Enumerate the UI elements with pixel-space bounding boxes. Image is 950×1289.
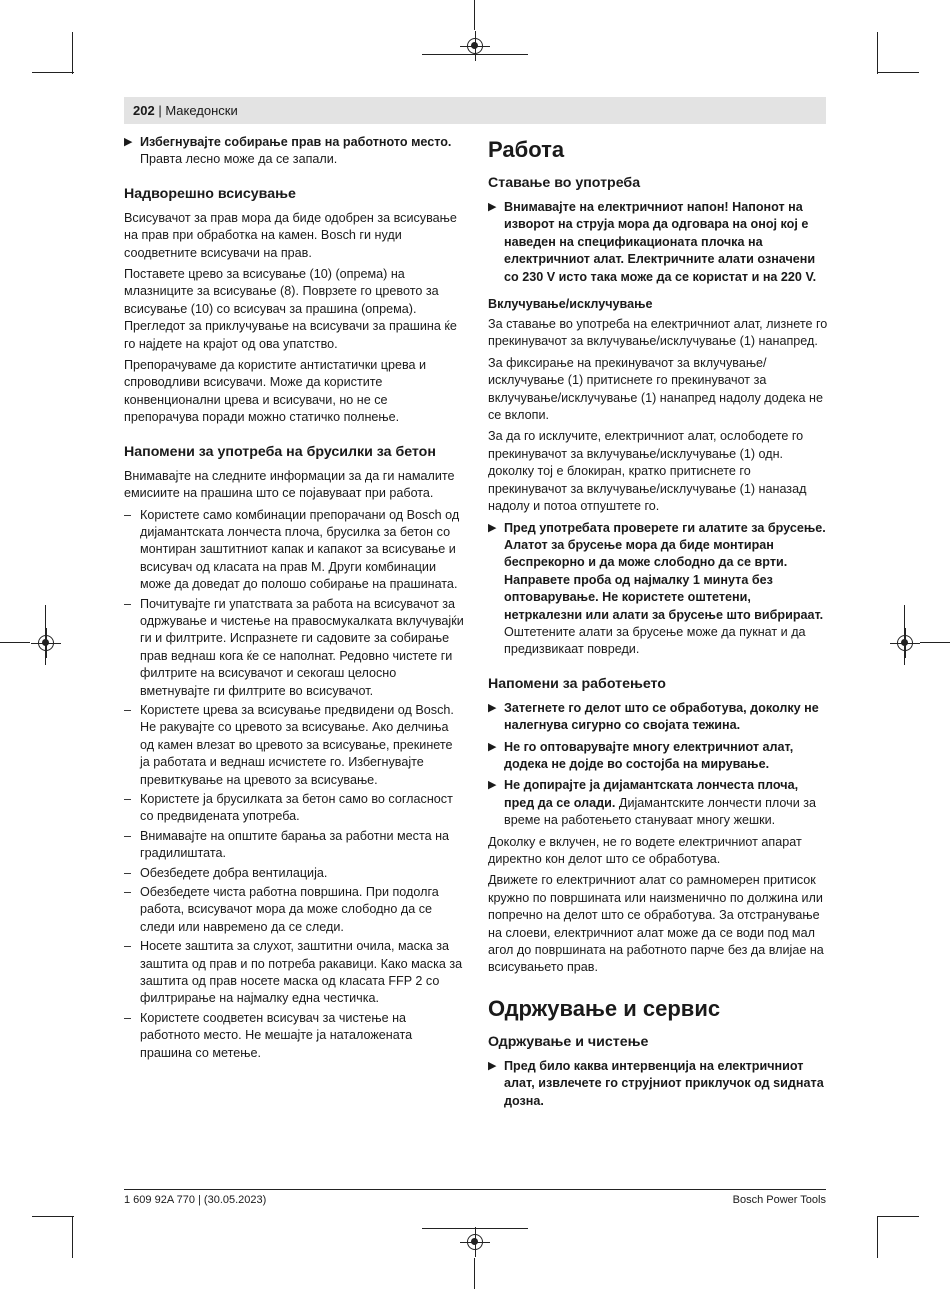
warning-triangle-icon: ▶ (124, 136, 133, 148)
list-item: – Обезбедете добра вентилација. (124, 865, 464, 882)
crop-mark (0, 642, 30, 643)
list-item: – Внимавајте на општите барања за работни места на градилиштата. (124, 828, 464, 863)
paragraph: За да го исклучите, електричниот алат, ослободете го прекинувачот за вклучување/исклучување (1) одн. доколку тој е блокиран, кратко притиснете го прекинувачот за вклучување/исклучување (1) наназад надолу и потоа отпуштете го. (488, 429, 807, 514)
footer-doc-number: 1 609 92A 770 | (30.05.2023) (124, 1194, 267, 1206)
crop-mark (474, 0, 475, 30)
warning-triangle-icon: ▶ (488, 1059, 497, 1072)
paragraph: За ставање во употреба на електричниот алат, лизнете го прекинувачот за вклучување/исклучување (1) нанапред. (488, 317, 828, 349)
crop-mark (32, 1216, 74, 1217)
crop-mark (920, 642, 950, 643)
list-item: – Користете само комбинации препорачани од Bosch од дијамантската лончеста плоча, брусилка за бетон со монтиран заштитниот капак и капакот за всисување и всисувач од класата на прав M. Други комбинации може да доведат до полошо собирање на прашината. (124, 507, 464, 594)
warning-triangle-icon: ▶ (488, 521, 497, 534)
warning-item: ▶ Пред било каква интервенција на електричниот алат, извлечете го струјниот приклучок од ѕидната дозна. (488, 1058, 824, 1108)
crop-mark (32, 72, 74, 73)
section-heading: Напомени за работењето (488, 675, 666, 692)
header-language: Македонски (165, 103, 238, 118)
crop-mark (72, 1216, 73, 1258)
notes-list (124, 507, 464, 1063)
warning-triangle-icon: ▶ (488, 779, 497, 792)
crop-mark (877, 1216, 878, 1258)
registration-mark-icon (467, 38, 483, 54)
header-separator: | (154, 103, 166, 118)
warning-triangle-icon: ▶ (488, 740, 497, 753)
warning-item: ▶ Затегнете го делот што се обработува, доколку не налегнува сигурно со својата тежина. (488, 700, 819, 733)
paragraph: Доколку е вклучен, не го водете електричниот апарат директно кон делот што се обработува. (488, 834, 802, 866)
paragraph: Движете го електричниот алат со рамномерен притисок кружно по површината или наизменично по должина или попречно на делот што се обработува. За отстранување на слоеви, електричниот алат може да се води под мал агол до површината на работното парче без да влијае на всисувањето прав. (488, 873, 824, 975)
footer-brand: Bosch Power Tools (732, 1194, 826, 1206)
crop-mark (474, 1258, 475, 1289)
warning-triangle-icon: ▶ (488, 201, 497, 213)
list-item: – Користете ја брусилката за бетон само во согласност со предвидената употреба. (124, 791, 464, 826)
list-item: – Користете црева за всисување предвидени од Bosch. Не ракувајте со цревото за всисување. Ако делчиња од камен влезат во цревото за всисување, прекинете ја работата и веднаш исчистете го. Избегнувајте превиткување на цревото за всисување. (124, 702, 464, 789)
warning-item: ▶ Не допирајте ја дијамантската лончеста плоча, пред да се олади. Дијамантските лончести плочи за време на работењето стануваат многу жешки. (488, 778, 817, 828)
registration-mark-icon (897, 635, 913, 651)
warning-item: ▶ Внимавајте на електричниот напон! Напонот на изворот на струја мора да одговара на оној кој е наведен на спецификационата плочка на електричниот алат. Електричните алати означени со 230 V исто така може да се користат и на 220 V. (488, 200, 817, 284)
crop-mark (877, 1216, 919, 1217)
paragraph: Препорачуваме да користите антистатички црева и спроводливи всисувачи. Може да користите конвенционални црева и всисувачи, но не се препорачува поради можно статичко полнење. (124, 358, 427, 425)
list-item: – Почитувајте ги упатствата за работа на всисувачот за одржување и чистење на правосмукалката вклучувајќи ги и филтрите. Испразнете ги садовите за собирање прав веднаш кога ќе се наполнат. Редовно чистете ги филтрите на всисувачот и секогаш целосно вметнувајте ги филтрите во всисувачот. (124, 596, 464, 700)
list-item: – Обезбедете чиста работна површина. При подолга работа, всисувачот мора да може слободно да се следи или навремено да се следи. (124, 884, 464, 936)
paragraph: Внимавајте на следните информации за да ги намалите емисиите на прашина што се појавуваат при работа. (124, 468, 455, 501)
warning-item: ▶ Пред употребата проверете ги алатите за брусење. Алатот за брусење мора да биде монтиран беспрекорно и да може слободно да се врти. Направете проба од најмалку 1 минута без оптоварување. Не користете оштетени, нетркалезни или алати за брусење што вибрираат. Оштетените алати за брусење може да пукнат и да предизвикаат повреди. (488, 520, 826, 657)
crop-mark (877, 72, 919, 73)
list-item: – Користете соодветен всисувач за чистење на работното место. Не мешајте ја наталожената прашина со метење. (124, 1010, 464, 1062)
footer-rule (124, 1189, 826, 1190)
paragraph: За фиксирање на прекинувачот за вклучување/ исклучување (1) притиснете го прекинувачот за вклучување/исклучување (1) нанапред надолу додека не се вклопи. (488, 355, 823, 423)
section-heading: Напомени за употреба на брусилки за бетон (124, 443, 436, 460)
warning-item: ▶ Избегнувајте собирање прав на работното место. Правта лесно може да се запали. (124, 135, 452, 167)
page-header (124, 97, 826, 124)
paragraph: Всисувачот за прав мора да биде одобрен за всисување на прав при обработка на камен. Bosch ги нуди соодветните всисувачи на прав. (124, 210, 457, 260)
section-heading: Надворешно всисување (124, 185, 296, 202)
crop-mark (877, 32, 878, 74)
left-column (124, 134, 464, 1064)
header-text (133, 102, 238, 119)
crop-mark (72, 32, 73, 74)
chapter-title: Работа (488, 137, 565, 162)
section-heading: Одржување и чистење (488, 1033, 649, 1050)
section-heading: Ставање во употреба (488, 175, 641, 191)
chapter-title: Одржување и сервис (488, 995, 721, 1021)
right-column (488, 134, 828, 1114)
warning-item: ▶ Не го оптоварувајте многу електричниот алат, додека не дојде во состојба на мирување. (488, 739, 794, 771)
warning-triangle-icon: ▶ (488, 701, 497, 714)
list-item: – Носете заштита за слухот, заштитни очила, маска за заштита од прав и по потреба ракавици. Како маска за заштита од прав носете маска од класата FFP 2 со филтрирање на најмалку една честичка. (124, 938, 464, 1008)
page-number: 202 (133, 103, 155, 118)
registration-mark-icon (38, 635, 54, 651)
registration-mark-icon (467, 1234, 483, 1250)
paragraph: Поставете црево за всисување (10) (опрема) на млазниците за всисување (8). Поврзете го цревото за всисување (10) со всисувач за прашина (опрема). Прегледот за приклучување на всисувачи за прашина ќе го најдете на крајот од ова упатство. (124, 267, 457, 351)
subsection-heading: Вклучување/исклучување (488, 297, 653, 312)
